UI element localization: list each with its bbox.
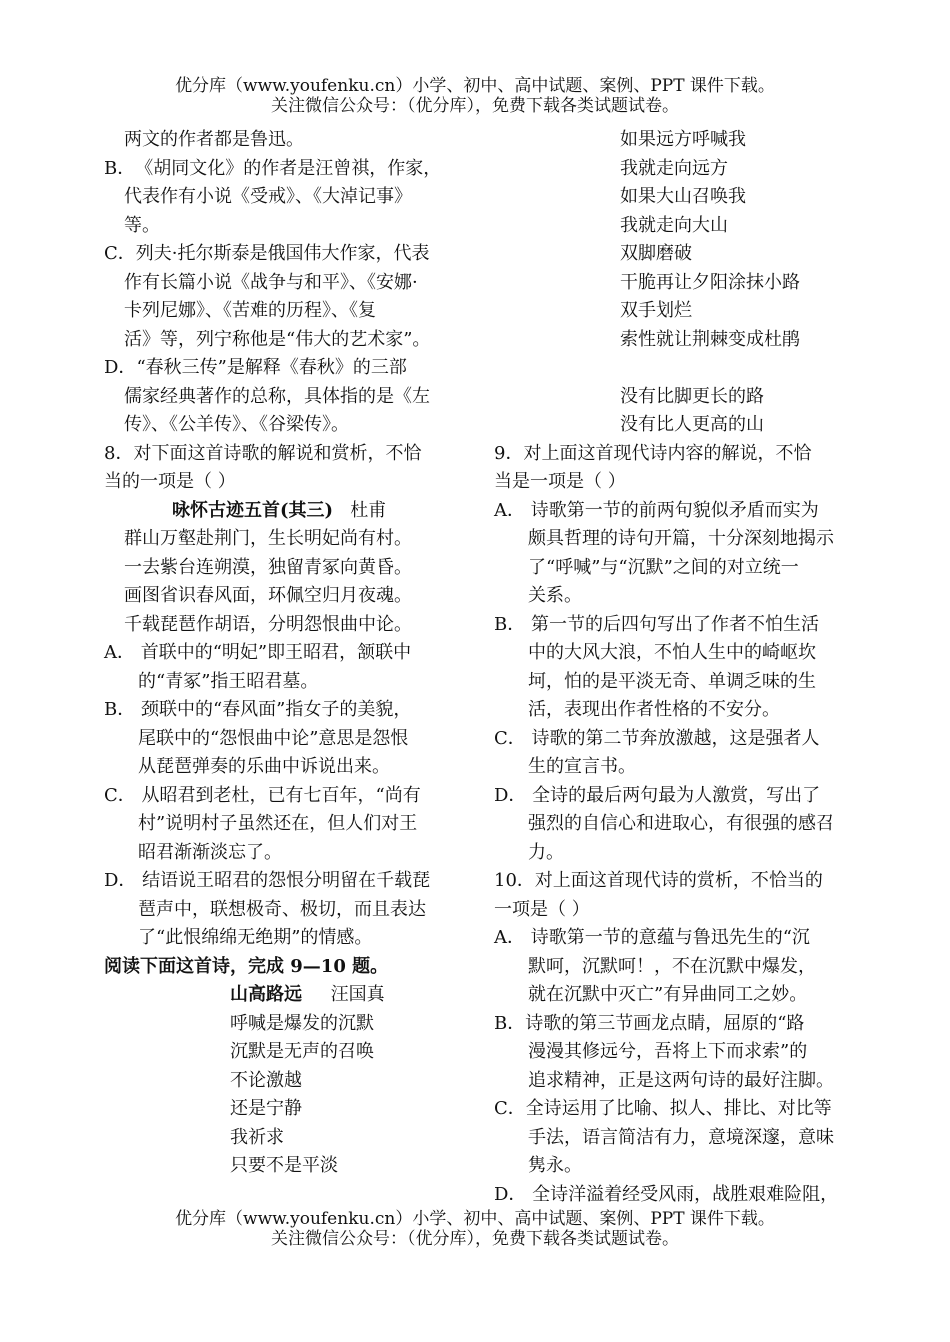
q9-stem: 9．对上面这首现代诗内容的解说，不恰 — [494, 442, 812, 464]
poem1-author: 杜甫 — [350, 499, 387, 521]
poem2-line: 双手划烂 — [620, 300, 692, 321]
option-label: B． — [104, 157, 136, 179]
q8-option-b-line: 从琵琶弹奏的乐曲中诉说出来。 — [138, 756, 390, 777]
page-footer — [0, 1209, 950, 1249]
poem2-line: 干脆再让夕阳涂抹小路 — [620, 271, 800, 293]
q8-option-b-line: 尾联中的“怨恨曲中论”意思是怨恨 — [138, 727, 409, 749]
poem2-author: 汪国真 — [330, 984, 385, 1005]
left-column — [104, 126, 464, 1181]
q9-option-d-line: 强烈的自信心和进取心，有很强的感召 — [528, 813, 834, 834]
q10-option-c-line: 隽永。 — [528, 1155, 582, 1176]
q8-option-a-line: 的“青冢”指王昭君墓。 — [138, 670, 319, 692]
q8-option-c-line: 村”说明村子虽然还在，但人们对王 — [138, 813, 418, 834]
poem2-title-line — [104, 981, 464, 1010]
poem2-line: 双脚磨破 — [620, 243, 692, 264]
option-label: C． — [494, 727, 526, 749]
q9-option-d: D． 全诗的最后两句最为人激赏，写出了 — [494, 782, 849, 811]
option-label: D． — [494, 1183, 527, 1205]
q7-option-d: D．“春秋三传”是解释《春秋》的三部 — [104, 354, 464, 383]
q9-option-d-line: 力。 — [528, 841, 564, 863]
q9-option-a-line: 颇具哲理的诗句开篇，十分深刻地揭示 — [528, 528, 834, 549]
page-header — [0, 76, 950, 116]
q7-option-c-line: 卡列尼娜》、《苦难的历程》、《复 — [124, 300, 376, 321]
q8-option-c: C． 从昭君到老杜，已有七百年，“尚有 — [104, 782, 464, 811]
option-label: A． — [494, 927, 525, 948]
poem2-line: 呼喊是爆发的沉默 — [230, 1012, 374, 1034]
footer-line-2: 关注微信公众号：（优分库），免费下载各类试题试卷。 — [271, 1229, 679, 1249]
q7-option-c-line: 活》等，列宁称他是“伟大的艺术家”。 — [124, 328, 431, 350]
q10-option-c-line: 手法，语言简洁有力，意境深邃，意味 — [528, 1126, 834, 1148]
q9-option-c: C． 诗歌的第二节奔放激越，这是强者人 — [494, 725, 849, 754]
poem2-line: 沉默是无声的召唤 — [230, 1041, 374, 1062]
q9-option-b: B． 第一节的后四句写出了作者不怕生活 — [494, 611, 849, 640]
poem1-line: 群山万壑赴荆门，生长明妃尚有村。 — [124, 528, 412, 549]
q10-option-b: B．诗歌的第三节画龙点睛，屈原的“路 — [494, 1010, 849, 1039]
q10-option-a-line: 就在沉默中灭亡”有异曲同工之妙。 — [528, 984, 808, 1005]
q7-option-c-line: 作有长篇小说《战争与和平》、《安娜· — [124, 271, 418, 293]
q10-stem: 10．对上面这首现代诗的赏析，不恰当的 — [494, 870, 823, 891]
poem2-line: 索性就让荆棘变成杜鹃 — [620, 328, 800, 350]
option-label: B． — [104, 699, 136, 720]
poem2-title: 山高路远 — [230, 984, 302, 1005]
q8-option-c-line: 昭君渐渐淡忘了。 — [138, 841, 282, 863]
q10-option-b-line: 追求精神，正是这两句诗的最好注脚。 — [528, 1069, 834, 1091]
q8-option-a: A． 首联中的“明妃”即王昭君，颔联中 — [104, 639, 464, 668]
q9-option-a-line: 了“呼喊”与“沉默”之间的对立统一 — [528, 556, 799, 578]
poem2-line: 没有比脚更长的路 — [620, 385, 764, 407]
q10-option-d: D． 全诗洋溢着经受风雨，战胜艰难险阻， — [494, 1181, 849, 1210]
poem2-line: 我祈求 — [230, 1126, 284, 1148]
q10-option-a: A． 诗歌第一节的意蕴与鲁迅先生的“沉 — [494, 924, 849, 953]
option-label: B． — [494, 613, 526, 635]
poem2-line: 如果远方呼喊我 — [620, 129, 746, 150]
poem2-line: 我就走向远方 — [620, 157, 728, 179]
q8-stem: 8．对下面这首诗歌的解说和赏析，不恰 — [104, 442, 422, 464]
reading-instruction: 阅读下面这首诗，完成 9—10 题。 — [104, 955, 389, 977]
q7-a-continuation: 两文的作者都是鲁迅。 — [124, 129, 304, 150]
q7-option-d-line: 传》、《公羊传》、《谷梁传》。 — [124, 414, 349, 435]
q8-option-b: B． 颈联中的“春风面”指女子的美貌， — [104, 696, 464, 725]
q10-option-b-line: 漫漫其修远兮，吾将上下而求索”的 — [528, 1041, 808, 1062]
q10-stem-line: 一项是（ ） — [494, 898, 590, 920]
option-label: D． — [104, 870, 137, 891]
option-label: A． — [104, 642, 135, 663]
poem2-line: 没有比人更高的山 — [620, 414, 764, 435]
poem1-line: 画图省识春风面，环佩空归月夜魂。 — [124, 585, 412, 606]
header-line-2: 关注微信公众号：（优分库），免费下载各类试题试卷。 — [271, 96, 679, 116]
q7-option-b-line: 代表作有小说《受戒》、《大淖记事》 — [124, 186, 412, 207]
q8-option-d-line: 琶声中，联想极奇、极切，而且表达 — [138, 898, 426, 920]
option-label: D． — [104, 357, 137, 378]
q9-option-a-line: 关系。 — [528, 585, 582, 606]
q7-option-b-line: 等。 — [124, 214, 160, 236]
q9-option-c-line: 生的宣言书。 — [528, 756, 636, 777]
q9-option-a: A． 诗歌第一节的前两句貌似矛盾而实为 — [494, 497, 849, 526]
q10-option-c: C．全诗运用了比喻、拟人、排比、对比等 — [494, 1095, 849, 1124]
header-line-1: 优分库（www.youfenku.cn）小学、初中、高中试题、案例、PPT 课件下载。 — [175, 76, 775, 96]
q7-option-b: B．《胡同文化》的作者是汪曾祺，作家， — [104, 155, 464, 184]
poem2-line: 我就走向大山 — [620, 214, 728, 236]
option-label: D． — [494, 784, 527, 806]
option-label: C． — [104, 243, 136, 264]
q9-option-b-line: 活，表现出作者性格的不安分。 — [528, 699, 780, 720]
poem2-line: 如果大山召唤我 — [620, 186, 746, 207]
option-label: B． — [494, 1012, 526, 1034]
poem1-title-line — [104, 497, 464, 526]
footer-line-1: 优分库（www.youfenku.cn）小学、初中、高中试题、案例、PPT 课件下载。 — [175, 1209, 775, 1229]
option-label: A． — [494, 499, 525, 521]
poem1-line: 一去紫台连朔漠，独留青冢向黄昏。 — [124, 556, 412, 578]
q7-option-c: C．列夫·托尔斯泰是俄国伟大作家，代表 — [104, 240, 464, 269]
poem1-line: 千载琵琶作胡语，分明怨恨曲中论。 — [124, 613, 412, 635]
q10-option-a-line: 默呵，沉默呵！，不在沉默中爆发， — [528, 955, 816, 977]
stanza-gap — [494, 354, 849, 383]
q8-option-d: D． 结语说王昭君的怨恨分明留在千载琵 — [104, 867, 464, 896]
poem2-line: 只要不是平淡 — [230, 1155, 338, 1176]
poem2-line: 不论激越 — [230, 1069, 302, 1091]
q8-stem-line: 当的一项是（ ） — [104, 471, 236, 492]
q7-option-d-line: 儒家经典著作的总称，具体指的是《左 — [124, 385, 430, 407]
option-label: C． — [104, 784, 136, 806]
q8-option-d-line: 了“此恨绵绵无绝期”的情感。 — [138, 927, 373, 948]
q9-option-b-line: 中的大风大浪，不怕人生中的崎岖坎 — [528, 642, 816, 663]
poem1-title: 咏怀古迹五首(其三) — [172, 499, 334, 521]
poem2-line: 还是宁静 — [230, 1098, 302, 1119]
right-column — [494, 126, 849, 1209]
option-label: C． — [494, 1098, 526, 1119]
q9-stem-line: 当是一项是（ ） — [494, 471, 626, 492]
q9-option-b-line: 坷，怕的是平淡无奇、单调乏味的生 — [528, 670, 816, 692]
